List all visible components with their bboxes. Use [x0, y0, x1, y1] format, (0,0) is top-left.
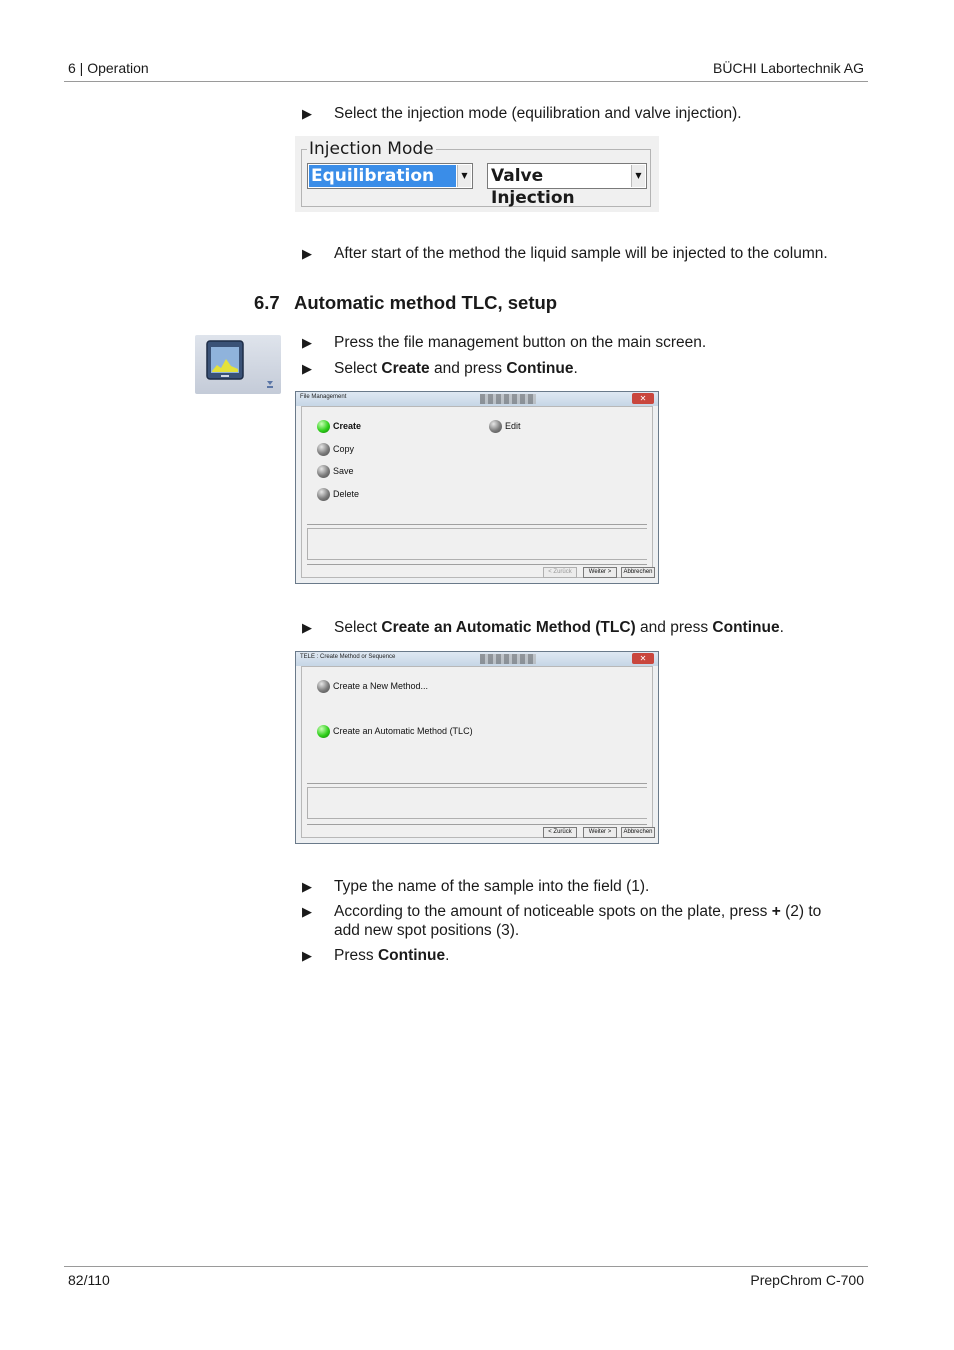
step-text: Select the injection mode (equilibration and valve injection). [334, 105, 742, 122]
section-heading [254, 292, 557, 314]
section-title: Automatic method TLC, setup [294, 292, 558, 313]
description-box [307, 528, 647, 560]
file-management-button-icon [195, 335, 281, 394]
divider [307, 524, 647, 525]
bullet-arrow-icon: ▶ [302, 948, 312, 963]
page-header [64, 60, 868, 82]
back-button[interactable]: < Zurück [543, 567, 577, 578]
button-row [302, 567, 652, 579]
step-text: According to the amount of noticeable spots on the plate, press + (2) to add new spot positions (3). [334, 903, 822, 939]
product-name: PrepChrom C-700 [750, 1272, 864, 1288]
bullet-arrow-icon: ▶ [302, 361, 312, 376]
dialog-body: Create Copy Save Delete Edit < Zurück Weiter > Abbrechen [301, 406, 653, 578]
file-management-dialog [295, 391, 659, 584]
page-number: 82/110 [68, 1272, 110, 1288]
injection-mode-legend: Injection Mode [309, 139, 434, 159]
radio-icon [317, 680, 330, 693]
step-text: Press Continue. [334, 947, 450, 964]
bullet-arrow-icon: ▶ [302, 246, 312, 261]
divider [307, 564, 647, 565]
blurred-title-area [480, 394, 536, 404]
chevron-down-icon[interactable]: ▼ [631, 165, 645, 187]
button-row [302, 827, 652, 839]
close-icon[interactable]: ✕ [632, 393, 654, 404]
divider [307, 783, 647, 784]
section-number: 6.7 [254, 292, 280, 313]
bullet-arrow-icon: ▶ [302, 335, 312, 350]
radio-icon [317, 443, 330, 456]
create-method-dialog [295, 651, 659, 844]
equilibration-value: Equilibration [309, 165, 456, 187]
header-company: BÜCHI Labortechnik AG [713, 60, 864, 76]
continue-button[interactable]: Weiter > [583, 827, 617, 838]
step-text: Type the name of the sample into the field (1). [334, 878, 650, 895]
bullet-arrow-icon: ▶ [302, 620, 312, 635]
continue-button[interactable]: Weiter > [583, 567, 617, 578]
dialog-title: TELE : Create Method or Sequence [300, 654, 396, 660]
chevron-down-icon[interactable]: ▼ [457, 165, 471, 187]
dialog-title: File Management [300, 394, 347, 400]
valve-injection-value: Valve Injection [491, 166, 575, 208]
divider [307, 824, 647, 825]
dialog-titlebar [296, 392, 658, 406]
bullet-arrow-icon: ▶ [302, 879, 312, 894]
dialog-body: Create a New Method... Create an Automatic Method (TLC) < Zurück Weiter > Abbrechen [301, 666, 653, 838]
header-section: 6 | Operation [68, 60, 149, 76]
description-box [307, 787, 647, 819]
radio-selected-icon [317, 725, 330, 738]
page-footer [64, 1266, 868, 1290]
radio-icon [489, 420, 502, 433]
bullet-arrow-icon: ▶ [302, 106, 312, 121]
dialog-titlebar [296, 652, 658, 666]
close-icon[interactable]: ✕ [632, 653, 654, 664]
step-text: Select Create an Automatic Method (TLC) and press Continue. [334, 619, 784, 636]
blurred-title-area [480, 654, 536, 664]
radio-icon [317, 488, 330, 501]
equilibration-select[interactable] [307, 163, 473, 189]
cancel-button[interactable]: Abbrechen [621, 827, 655, 838]
valve-injection-select[interactable] [487, 163, 647, 208]
step-text: After start of the method the liquid sample will be injected to the column. [334, 245, 828, 262]
cancel-button[interactable]: Abbrechen [621, 567, 655, 578]
back-button[interactable]: < Zurück [543, 827, 577, 838]
radio-selected-icon [317, 420, 330, 433]
step-text: Press the file management button on the main screen. [334, 334, 707, 351]
step-text: Select Create and press Continue. [334, 360, 578, 377]
bullet-arrow-icon: ▶ [302, 904, 312, 919]
radio-icon [317, 465, 330, 478]
injection-mode-screenshot [295, 136, 659, 212]
